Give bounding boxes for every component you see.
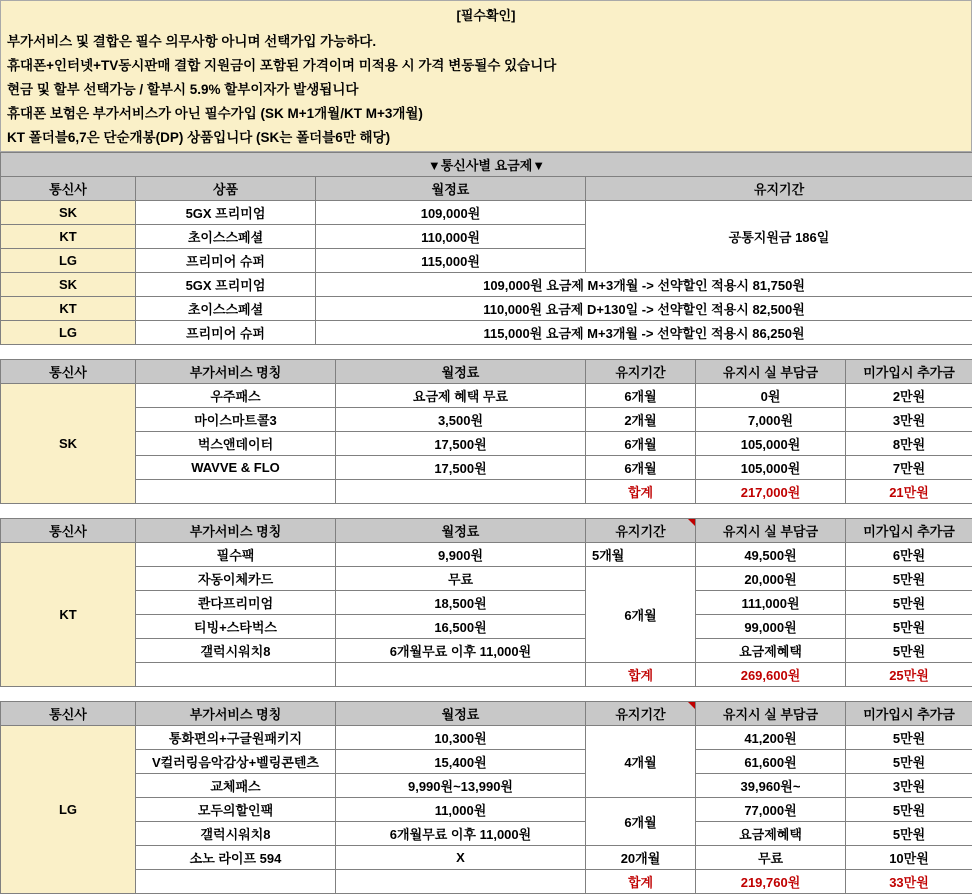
kt-addon-name: 티빙+스타벅스 [136,615,336,639]
plan-detail-product: 초이스스페셜 [136,297,316,321]
table-row [1,432,972,456]
plan-detail-product: 5GX 프리미엄 [136,273,316,297]
kt-addon-extra: 5만원 [846,591,972,615]
sk-addon-burden: 105,000원 [696,432,846,456]
kt-addon-fee: 9,900원 [336,543,586,567]
lg-addon-name: 통화편의+구글원패키지 [136,726,336,750]
kt-addon-name: 갤럭시워치8 [136,639,336,663]
lg-addon-fee: X [336,846,586,870]
plan-band-title: ▼통신사별 요금제▼ [1,153,972,177]
kt-addon-name: 콴다프리미엄 [136,591,336,615]
lg-total-blank-fee [336,870,586,894]
plan-header-row [1,177,972,201]
sk-addon-extra: 3만원 [846,408,972,432]
kt-header-row [1,519,972,543]
spacer-1 [0,345,972,359]
lg-period-4: 4개월 [586,726,696,798]
kt-total-burden: 269,600원 [696,663,846,687]
kt-total-label: 합계 [586,663,696,687]
table-row [1,297,972,321]
plan-product: 5GX 프리미엄 [136,201,316,225]
kt-total-blank-name [136,663,336,687]
sk-addon-extra: 8만원 [846,432,972,456]
table-row [1,591,972,615]
notice-line-3: 현금 및 할부 선택가능 / 할부시 5.9% 할부이자가 발생됩니다 [1,76,971,100]
plan-detail-carrier: SK [1,273,136,297]
kt-addon-extra: 6만원 [846,543,972,567]
lg-addon-name: V컬러링음악감상+벨링콘텐츠 [136,750,336,774]
sk-addon-name: 우주패스 [136,384,336,408]
kt-addon-name: 자동이체카드 [136,567,336,591]
lg-header-row [1,702,972,726]
table-row [1,543,972,567]
notice-title: [필수확인] [1,3,971,28]
kt-col-period: 유지기간 [586,519,696,543]
plan-col-fee: 월정료 [316,177,586,201]
plan-carrier: LG [1,249,136,273]
sk-carrier-cell: SK [1,384,136,504]
table-row [1,774,972,798]
lg-total-extra: 33만원 [846,870,972,894]
lg-addon-fee: 9,990원~13,990원 [336,774,586,798]
plan-detail-text: 115,000원 요금제 M+3개월 -> 선약할인 적용시 86,250원 [316,321,972,345]
table-row [1,846,972,870]
plan-detail-text: 110,000원 요금제 D+130일 -> 선약할인 적용시 82,500원 [316,297,972,321]
table-row [1,408,972,432]
kt-table-wrap [0,518,972,687]
lg-addon-burden: 77,000원 [696,798,846,822]
kt-addon-fee: 무료 [336,567,586,591]
sk-total-blank-name [136,480,336,504]
notice-line-5: KT 폴더블6,7은 단순개봉(DP) 상품입니다 (SK는 폴더블6만 해당) [1,124,971,148]
notice-line-1: 부가서비스 및 결합은 필수 의무사항 아니며 선택가입 가능하다. [1,28,971,52]
sk-col-carrier: 통신사 [1,360,136,384]
lg-col-period: 유지기간 [586,702,696,726]
table-row [1,822,972,846]
sk-header-row [1,360,972,384]
lg-total-label: 합계 [586,870,696,894]
sk-addon-period: 2개월 [586,408,696,432]
sk-addon-name: 마이스마트콜3 [136,408,336,432]
plan-fee: 110,000원 [316,225,586,249]
sk-addon-fee: 17,500원 [336,456,586,480]
sk-addon-burden: 7,000원 [696,408,846,432]
plan-carrier: KT [1,225,136,249]
kt-addon-extra: 5만원 [846,615,972,639]
plan-fee: 115,000원 [316,249,586,273]
lg-col-carrier: 통신사 [1,702,136,726]
kt-addon-fee: 6개월무료 이후 11,000원 [336,639,586,663]
kt-total-row [1,663,972,687]
sk-addon-burden: 105,000원 [696,456,846,480]
kt-total-extra: 25만원 [846,663,972,687]
lg-addon-extra: 5만원 [846,726,972,750]
plan-col-product: 상품 [136,177,316,201]
table-row [1,321,972,345]
sk-col-period: 유지기간 [586,360,696,384]
sk-table-wrap [0,359,972,504]
sk-addon-table [0,359,972,504]
kt-addon-burden: 99,000원 [696,615,846,639]
lg-addon-extra: 5만원 [846,798,972,822]
lg-addon-extra: 3만원 [846,774,972,798]
lg-addon-name: 교체패스 [136,774,336,798]
sk-addon-extra: 2만원 [846,384,972,408]
plan-band-row [1,153,972,177]
plan-col-period: 유지기간 [586,177,972,201]
lg-carrier-cell: LG [1,726,136,894]
spacer-2 [0,504,972,518]
table-row [1,567,972,591]
kt-col-carrier: 통신사 [1,519,136,543]
kt-addon-fee: 18,500원 [336,591,586,615]
plan-detail-product: 프리미어 슈퍼 [136,321,316,345]
kt-col-extra: 미가입시 추가금 [846,519,972,543]
plan-detail-text: 109,000원 요금제 M+3개월 -> 선약할인 적용시 81,750원 [316,273,972,297]
sk-addon-period: 6개월 [586,432,696,456]
lg-addon-burden: 요금제혜택 [696,822,846,846]
table-row [1,273,972,297]
sk-addon-fee: 3,500원 [336,408,586,432]
plan-detail-carrier: KT [1,297,136,321]
lg-addon-table [0,701,972,894]
plan-col-carrier: 통신사 [1,177,136,201]
lg-addon-extra: 10만원 [846,846,972,870]
plan-merged-period: 공통지원금 186일 [586,201,972,273]
lg-total-blank-name [136,870,336,894]
lg-total-row [1,870,972,894]
plan-table-wrap [0,152,972,345]
kt-addon-name: 필수팩 [136,543,336,567]
kt-addon-burden: 20,000원 [696,567,846,591]
sk-addon-period: 6개월 [586,384,696,408]
lg-addon-burden: 무료 [696,846,846,870]
sk-col-fee: 월정료 [336,360,586,384]
plan-table [0,152,972,345]
sk-addon-fee: 요금제 혜택 무료 [336,384,586,408]
sk-addon-burden: 0원 [696,384,846,408]
lg-period-6: 6개월 [586,798,696,846]
lg-addon-burden: 61,600원 [696,750,846,774]
kt-col-name: 부가서비스 명칭 [136,519,336,543]
sk-addon-name: 벅스앤데이터 [136,432,336,456]
table-row [1,798,972,822]
sk-col-extra: 미가입시 추가금 [846,360,972,384]
notice-line-4: 휴대폰 보험은 부가서비스가 아닌 필수가입 (SK M+1개월/KT M+3개월) [1,100,971,124]
notice-line-2: 휴대폰+인터넷+TV동시판매 결합 지원금이 포함된 가격이며 미적용 시 가격 변동될수 있습니다 [1,52,971,76]
plan-detail-carrier: LG [1,321,136,345]
kt-total-blank-fee [336,663,586,687]
spacer-3 [0,687,972,701]
plan-carrier: SK [1,201,136,225]
lg-col-fee: 월정료 [336,702,586,726]
lg-addon-fee: 11,000원 [336,798,586,822]
notice-block [0,0,972,152]
kt-col-fee: 월정료 [336,519,586,543]
plan-product: 프리미어 슈퍼 [136,249,316,273]
sk-addon-period: 6개월 [586,456,696,480]
table-row [1,615,972,639]
kt-merged-period: 6개월 [586,567,696,663]
sk-col-burden: 유지시 실 부담금 [696,360,846,384]
table-row [1,750,972,774]
lg-addon-extra: 5만원 [846,750,972,774]
sk-total-row [1,480,972,504]
lg-addon-name: 소노 라이프 594 [136,846,336,870]
lg-table-wrap [0,701,972,894]
kt-addon-extra: 5만원 [846,639,972,663]
kt-addon-burden: 49,500원 [696,543,846,567]
kt-col-burden: 유지시 실 부담금 [696,519,846,543]
table-row [1,384,972,408]
table-row [1,456,972,480]
sk-total-burden: 217,000원 [696,480,846,504]
lg-addon-name: 갤럭시워치8 [136,822,336,846]
lg-addon-fee: 15,400원 [336,750,586,774]
table-row [1,201,972,225]
table-row [1,639,972,663]
lg-col-extra: 미가입시 추가금 [846,702,972,726]
lg-col-name: 부가서비스 명칭 [136,702,336,726]
plan-fee: 109,000원 [316,201,586,225]
kt-addon-burden: 요금제혜택 [696,639,846,663]
lg-col-burden: 유지시 실 부담금 [696,702,846,726]
kt-addon-table [0,518,972,687]
sk-total-label: 합계 [586,480,696,504]
lg-addon-fee: 10,300원 [336,726,586,750]
sk-total-extra: 21만원 [846,480,972,504]
lg-addon-burden: 41,200원 [696,726,846,750]
lg-addon-extra: 5만원 [846,822,972,846]
kt-addon-extra: 5만원 [846,567,972,591]
kt-addon-burden: 111,000원 [696,591,846,615]
sk-total-blank-fee [336,480,586,504]
kt-addon-period: 5개월 [586,543,696,567]
sk-addon-name: WAVVE & FLO [136,456,336,480]
lg-addon-name: 모두의할인팩 [136,798,336,822]
kt-carrier-cell: KT [1,543,136,687]
plan-product: 초이스스페셜 [136,225,316,249]
lg-addon-fee: 6개월무료 이후 11,000원 [336,822,586,846]
lg-addon-burden: 39,960원~ [696,774,846,798]
sk-addon-extra: 7만원 [846,456,972,480]
sk-addon-fee: 17,500원 [336,432,586,456]
sk-col-name: 부가서비스 명칭 [136,360,336,384]
lg-total-burden: 219,760원 [696,870,846,894]
kt-addon-fee: 16,500원 [336,615,586,639]
lg-addon-period: 20개월 [586,846,696,870]
table-row [1,726,972,750]
